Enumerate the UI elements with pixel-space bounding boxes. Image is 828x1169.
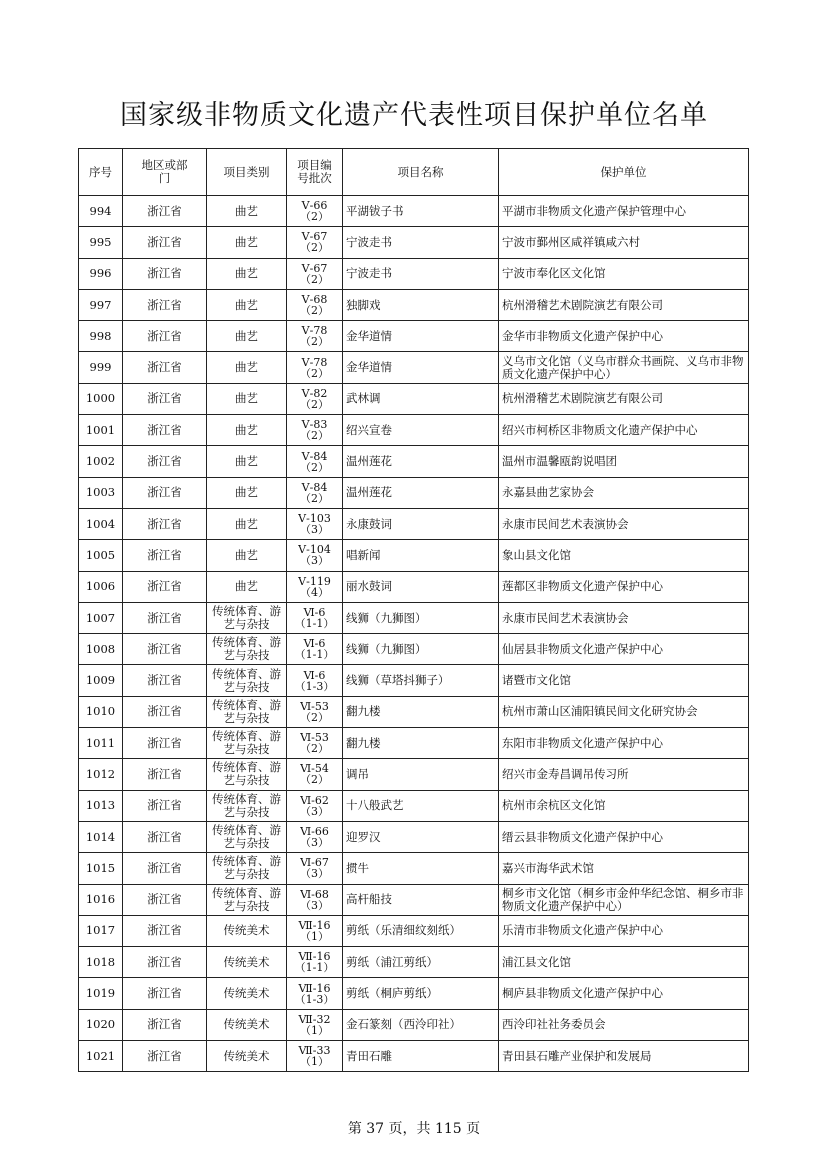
cell-serial: 1000	[79, 383, 123, 414]
table-row	[79, 634, 749, 665]
cell-region: 浙江省	[123, 446, 207, 477]
table-row	[79, 665, 749, 696]
cell-code-batch	[287, 978, 343, 1009]
cell-serial: 1004	[79, 508, 123, 539]
cell-serial: 1009	[79, 665, 123, 696]
cell-code-batch	[287, 790, 343, 821]
table-row	[79, 1009, 749, 1040]
cell-project-name: 独脚戏	[343, 289, 499, 320]
project-code: Ⅴ-84	[301, 449, 328, 463]
cell-category: 传统体育、游艺与杂技	[207, 634, 287, 665]
table-row	[79, 571, 749, 602]
table-row	[79, 508, 749, 539]
cell-serial: 1021	[79, 1041, 123, 1072]
cell-protection-unit: 永嘉县曲艺家协会	[499, 477, 749, 508]
page-footer: 第 37 页，共 115 页	[347, 1121, 481, 1137]
cell-region: 浙江省	[123, 571, 207, 602]
project-batch: （2）	[300, 304, 329, 318]
table-row	[79, 728, 749, 759]
cell-region: 浙江省	[123, 728, 207, 759]
project-code: Ⅴ-78	[301, 324, 328, 338]
cell-serial: 1020	[79, 1009, 123, 1040]
cell-code-batch	[287, 258, 343, 289]
cell-protection-unit: 杭州滑稽艺术剧院演艺有限公司	[499, 383, 749, 414]
project-code: Ⅵ-66	[300, 825, 329, 839]
cell-code-batch	[287, 884, 343, 915]
project-batch: （3）	[300, 867, 329, 881]
project-code: Ⅵ-53	[300, 699, 329, 713]
project-batch: （2）	[300, 742, 329, 756]
cell-code-batch	[287, 696, 343, 727]
cell-project-name: 唱新闻	[343, 540, 499, 571]
project-code: Ⅴ-119	[298, 574, 331, 588]
cell-project-name: 丽水鼓词	[343, 571, 499, 602]
cell-protection-unit: 东阳市非物质文化遗产保护中心	[499, 728, 749, 759]
cell-protection-unit: 杭州滑稽艺术剧院演艺有限公司	[499, 289, 749, 320]
cell-region: 浙江省	[123, 321, 207, 352]
project-code: Ⅴ-68	[301, 293, 328, 307]
cell-protection-unit: 浦江县文化馆	[499, 947, 749, 978]
project-batch: （3）	[300, 898, 329, 912]
cell-project-name: 青田石雕	[343, 1041, 499, 1072]
cell-code-batch	[287, 602, 343, 633]
table-row	[79, 227, 749, 258]
table-row	[79, 1041, 749, 1072]
project-code: Ⅶ-16	[298, 950, 331, 964]
cell-project-name: 温州莲花	[343, 446, 499, 477]
cell-project-name: 金石篆刻（西泠印社）	[343, 1009, 499, 1040]
project-batch: （3）	[300, 804, 329, 818]
project-code: Ⅵ-6	[303, 606, 326, 619]
table-row	[79, 258, 749, 289]
cell-category: 曲艺	[207, 321, 287, 352]
cell-region: 浙江省	[123, 821, 207, 852]
heritage-table	[78, 148, 749, 1072]
cell-code-batch	[287, 415, 343, 446]
cell-category: 传统美术	[207, 1041, 287, 1072]
project-batch: （2）	[300, 491, 329, 505]
cell-project-name: 掼牛	[343, 853, 499, 884]
project-code: Ⅵ-6	[303, 637, 326, 651]
cell-serial: 1011	[79, 728, 123, 759]
cell-category: 曲艺	[207, 540, 287, 571]
project-code: Ⅵ-68	[300, 887, 329, 901]
cell-project-name: 线狮（九狮图）	[343, 634, 499, 665]
cell-project-name: 剪纸（乐清细纹刻纸）	[343, 915, 499, 946]
project-code: Ⅴ-82	[301, 386, 328, 400]
cell-project-name: 翻九楼	[343, 728, 499, 759]
cell-project-name: 绍兴宣卷	[343, 415, 499, 446]
project-code: Ⅶ-32	[298, 1012, 331, 1026]
cell-project-name: 金华道情	[343, 352, 499, 383]
cell-region: 浙江省	[123, 1009, 207, 1040]
cell-code-batch	[287, 665, 343, 696]
cell-serial: 996	[79, 258, 123, 289]
cell-code-batch	[287, 477, 343, 508]
project-batch: （2）	[300, 272, 329, 286]
cell-protection-unit: 青田县石雕产业保护和发展局	[499, 1041, 749, 1072]
project-batch: （1）	[300, 1055, 329, 1069]
page-title: 国家级非物质文化遗产代表性项目保护单位名单	[120, 100, 708, 131]
cell-project-name: 翻九楼	[343, 696, 499, 727]
cell-project-name: 永康鼓词	[343, 508, 499, 539]
cell-code-batch	[287, 446, 343, 477]
project-batch: （1-1）	[294, 648, 335, 662]
project-code: Ⅵ-62	[300, 793, 329, 807]
project-batch: （1-1）	[294, 617, 335, 630]
cell-protection-unit: 仙居县非物质文化遗产保护中心	[499, 634, 749, 665]
project-code: Ⅴ-103	[298, 512, 331, 526]
project-code: Ⅴ-83	[301, 418, 328, 432]
cell-category: 曲艺	[207, 258, 287, 289]
cell-protection-unit: 莲都区非物质文化遗产保护中心	[499, 571, 749, 602]
cell-region: 浙江省	[123, 602, 207, 633]
cell-region: 浙江省	[123, 978, 207, 1009]
cell-category: 曲艺	[207, 352, 287, 383]
cell-code-batch	[287, 352, 343, 383]
table-row	[79, 978, 749, 1009]
cell-category: 曲艺	[207, 289, 287, 320]
cell-category: 曲艺	[207, 383, 287, 414]
cell-protection-unit: 永康市民间艺术表演协会	[499, 602, 749, 633]
cell-category: 曲艺	[207, 196, 287, 227]
project-code: Ⅵ-54	[300, 762, 329, 776]
cell-code-batch	[287, 508, 343, 539]
table-body	[79, 196, 749, 1072]
table-row	[79, 602, 749, 633]
table-row	[79, 790, 749, 821]
cell-serial: 1017	[79, 915, 123, 946]
cell-category: 传统体育、游艺与杂技	[207, 853, 287, 884]
project-batch: （2）	[300, 241, 329, 255]
table-row	[79, 383, 749, 414]
header-protection-unit: 保护单位	[499, 149, 749, 196]
cell-project-name: 线狮（九狮图）	[343, 602, 499, 633]
cell-code-batch	[287, 321, 343, 352]
cell-protection-unit: 永康市民间艺术表演协会	[499, 508, 749, 539]
cell-serial: 1002	[79, 446, 123, 477]
project-batch: （1）	[300, 1023, 329, 1037]
cell-serial: 1007	[79, 602, 123, 633]
cell-protection-unit: 西泠印社社务委员会	[499, 1009, 749, 1040]
project-code: Ⅶ-16	[298, 918, 331, 932]
cell-code-batch	[287, 1041, 343, 1072]
cell-project-name: 高杆船技	[343, 884, 499, 915]
table-row	[79, 289, 749, 320]
cell-serial: 1005	[79, 540, 123, 571]
project-code: Ⅶ-33	[298, 1044, 331, 1058]
cell-category: 曲艺	[207, 446, 287, 477]
cell-code-batch	[287, 383, 343, 414]
project-batch: （3）	[300, 554, 329, 568]
cell-protection-unit: 象山县文化馆	[499, 540, 749, 571]
cell-code-batch	[287, 289, 343, 320]
cell-region: 浙江省	[123, 258, 207, 289]
cell-serial: 1006	[79, 571, 123, 602]
cell-region: 浙江省	[123, 790, 207, 821]
cell-serial: 994	[79, 196, 123, 227]
table-row	[79, 821, 749, 852]
cell-protection-unit: 温州市温馨瓯韵说唱团	[499, 446, 749, 477]
header-region: 地区或部门	[123, 149, 207, 196]
header-serial: 序号	[79, 149, 123, 196]
cell-region: 浙江省	[123, 289, 207, 320]
table-row	[79, 415, 749, 446]
cell-region: 浙江省	[123, 196, 207, 227]
cell-code-batch	[287, 196, 343, 227]
cell-category: 曲艺	[207, 415, 287, 446]
cell-region: 浙江省	[123, 696, 207, 727]
project-batch: （3）	[300, 836, 329, 850]
project-batch: （1）	[300, 929, 329, 943]
cell-region: 浙江省	[123, 227, 207, 258]
project-batch: （2）	[300, 773, 329, 787]
cell-region: 浙江省	[123, 853, 207, 884]
cell-protection-unit: 乐清市非物质文化遗产保护中心	[499, 915, 749, 946]
cell-protection-unit: 桐庐县非物质文化遗产保护中心	[499, 978, 749, 1009]
project-code: Ⅴ-104	[298, 543, 331, 557]
cell-serial: 1019	[79, 978, 123, 1009]
project-batch: （2）	[300, 366, 329, 380]
project-code: Ⅴ-84	[301, 480, 328, 494]
cell-code-batch	[287, 571, 343, 602]
cell-project-name: 剪纸（浦江剪纸）	[343, 947, 499, 978]
cell-category: 传统体育、游艺与杂技	[207, 728, 287, 759]
cell-region: 浙江省	[123, 665, 207, 696]
project-batch: （1-1）	[294, 961, 335, 975]
project-code: Ⅵ-53	[300, 731, 329, 745]
cell-project-name: 十八般武艺	[343, 790, 499, 821]
table-row	[79, 477, 749, 508]
cell-code-batch	[287, 227, 343, 258]
table-header-row	[79, 149, 749, 196]
project-batch: （2）	[300, 397, 329, 411]
project-batch: （2）	[300, 460, 329, 474]
cell-serial: 1013	[79, 790, 123, 821]
cell-category: 传统体育、游艺与杂技	[207, 665, 287, 696]
cell-serial: 1015	[79, 853, 123, 884]
table-row	[79, 696, 749, 727]
cell-category: 传统美术	[207, 947, 287, 978]
cell-region: 浙江省	[123, 1041, 207, 1072]
cell-code-batch	[287, 540, 343, 571]
cell-code-batch	[287, 728, 343, 759]
cell-serial: 1001	[79, 415, 123, 446]
cell-protection-unit: 杭州市余杭区文化馆	[499, 790, 749, 821]
cell-protection-unit: 绍兴市金寿昌调吊传习所	[499, 759, 749, 790]
cell-protection-unit: 宁波市奉化区文化馆	[499, 258, 749, 289]
project-code: Ⅶ-16	[298, 981, 331, 995]
cell-protection-unit: 杭州市萧山区浦阳镇民间文化研究协会	[499, 696, 749, 727]
table-row	[79, 853, 749, 884]
cell-project-name: 剪纸（桐庐剪纸）	[343, 978, 499, 1009]
cell-project-name: 线狮（草塔抖狮子）	[343, 665, 499, 696]
cell-code-batch	[287, 634, 343, 665]
cell-region: 浙江省	[123, 634, 207, 665]
table-row	[79, 352, 749, 383]
cell-region: 浙江省	[123, 540, 207, 571]
cell-category: 曲艺	[207, 477, 287, 508]
project-batch: （1-3）	[294, 992, 335, 1006]
project-code: Ⅴ-67	[301, 230, 328, 244]
cell-serial: 998	[79, 321, 123, 352]
cell-region: 浙江省	[123, 947, 207, 978]
cell-serial: 1008	[79, 634, 123, 665]
cell-protection-unit: 宁波市鄞州区咸祥镇咸六村	[499, 227, 749, 258]
project-code: Ⅴ-78	[301, 355, 328, 369]
cell-project-name: 宁波走书	[343, 227, 499, 258]
cell-protection-unit: 金华市非物质文化遗产保护中心	[499, 321, 749, 352]
cell-project-name: 调吊	[343, 759, 499, 790]
cell-region: 浙江省	[123, 915, 207, 946]
project-batch: （2）	[300, 710, 329, 724]
cell-protection-unit: 嘉兴市海华武术馆	[499, 853, 749, 884]
cell-region: 浙江省	[123, 383, 207, 414]
cell-category: 传统体育、游艺与杂技	[207, 759, 287, 790]
cell-code-batch	[287, 759, 343, 790]
cell-serial: 1014	[79, 821, 123, 852]
table-row	[79, 759, 749, 790]
project-code: Ⅵ-6	[303, 668, 326, 682]
cell-category: 曲艺	[207, 508, 287, 539]
cell-serial: 1012	[79, 759, 123, 790]
cell-code-batch	[287, 915, 343, 946]
cell-region: 浙江省	[123, 759, 207, 790]
cell-project-name: 宁波走书	[343, 258, 499, 289]
cell-project-name: 平湖钹子书	[343, 196, 499, 227]
cell-project-name: 温州莲花	[343, 477, 499, 508]
cell-code-batch	[287, 947, 343, 978]
cell-protection-unit: 平湖市非物质文化遗产保护管理中心	[499, 196, 749, 227]
cell-serial: 1010	[79, 696, 123, 727]
cell-project-name: 迎罗汉	[343, 821, 499, 852]
project-code: Ⅴ-67	[301, 261, 328, 275]
project-batch: （2）	[300, 429, 329, 443]
cell-serial: 1016	[79, 884, 123, 915]
cell-region: 浙江省	[123, 508, 207, 539]
cell-category: 传统体育、游艺与杂技	[207, 821, 287, 852]
table-row	[79, 321, 749, 352]
cell-category: 曲艺	[207, 571, 287, 602]
table-row	[79, 915, 749, 946]
table-row	[79, 884, 749, 915]
header-project-name: 项目名称	[343, 149, 499, 196]
table-row	[79, 446, 749, 477]
cell-project-name: 武林调	[343, 383, 499, 414]
table-row	[79, 540, 749, 571]
header-code-batch: 项目编号批次	[287, 149, 343, 196]
cell-category: 传统体育、游艺与杂技	[207, 790, 287, 821]
cell-protection-unit: 绍兴市柯桥区非物质文化遗产保护中心	[499, 415, 749, 446]
cell-category: 曲艺	[207, 227, 287, 258]
cell-code-batch	[287, 853, 343, 884]
cell-protection-unit: 桐乡市文化馆（桐乡市金仲华纪念馆、桐乡市非物质文化遗产保护中心）	[499, 884, 749, 915]
cell-protection-unit: 义乌市文化馆（义乌市群众书画院、义乌市非物质文化遗产保护中心）	[499, 352, 749, 383]
cell-category: 传统体育、游艺与杂技	[207, 884, 287, 915]
cell-category: 传统美术	[207, 978, 287, 1009]
header-category: 项目类别	[207, 149, 287, 196]
cell-code-batch	[287, 821, 343, 852]
cell-region: 浙江省	[123, 352, 207, 383]
project-batch: （3）	[300, 523, 329, 537]
cell-category: 传统美术	[207, 1009, 287, 1040]
table-row	[79, 947, 749, 978]
cell-serial: 1018	[79, 947, 123, 978]
cell-region: 浙江省	[123, 415, 207, 446]
cell-category: 传统体育、游艺与杂技	[207, 602, 287, 633]
cell-category: 传统美术	[207, 915, 287, 946]
cell-category: 传统体育、游艺与杂技	[207, 696, 287, 727]
cell-serial: 995	[79, 227, 123, 258]
project-batch: （2）	[300, 335, 329, 349]
cell-protection-unit: 缙云县非物质文化遗产保护中心	[499, 821, 749, 852]
project-batch: （4）	[300, 585, 329, 599]
table-row	[79, 196, 749, 227]
project-code: Ⅴ-66	[301, 199, 328, 213]
cell-project-name: 金华道情	[343, 321, 499, 352]
project-batch: （2）	[300, 210, 329, 224]
cell-region: 浙江省	[123, 477, 207, 508]
cell-serial: 999	[79, 352, 123, 383]
cell-region: 浙江省	[123, 884, 207, 915]
cell-protection-unit: 诸暨市文化馆	[499, 665, 749, 696]
cell-code-batch	[287, 1009, 343, 1040]
cell-serial: 997	[79, 289, 123, 320]
cell-serial: 1003	[79, 477, 123, 508]
project-batch: （1-3）	[294, 679, 335, 693]
project-code: Ⅵ-67	[300, 856, 329, 870]
